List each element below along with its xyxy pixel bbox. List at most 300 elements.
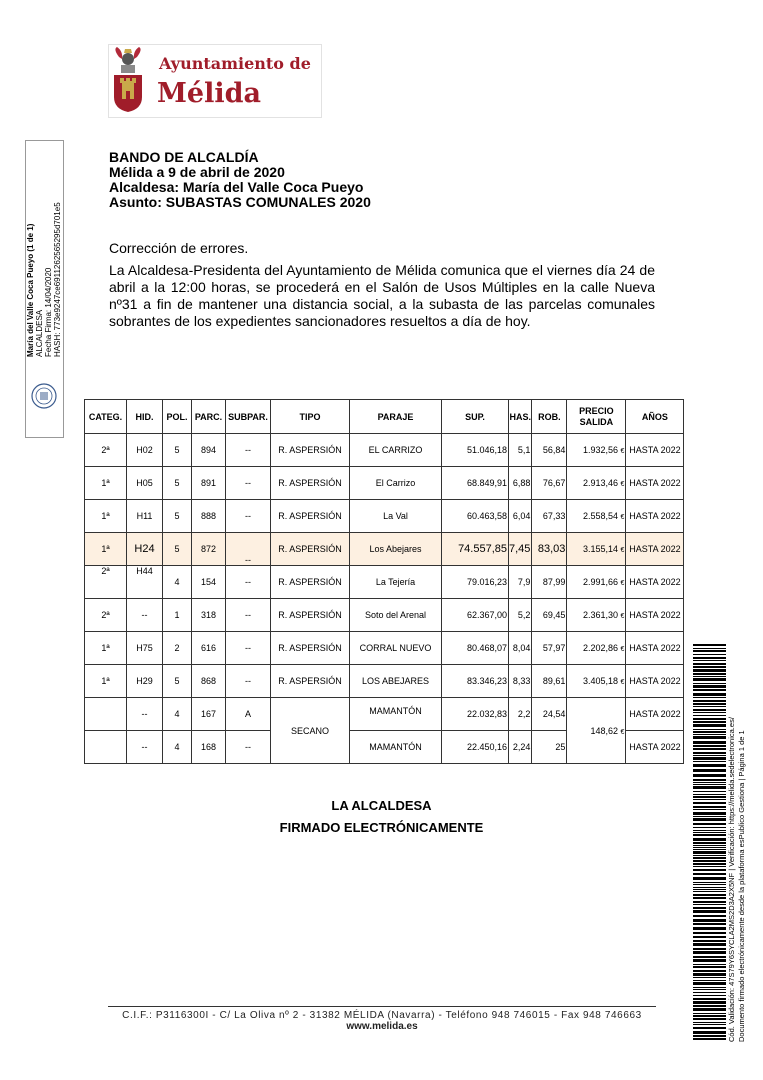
cell-parc: 894 bbox=[192, 434, 226, 467]
cell-parc: 868 bbox=[192, 665, 226, 698]
cell-has: 6,04 bbox=[509, 500, 532, 533]
footer-divider bbox=[108, 1006, 656, 1007]
cell-pol: 2 bbox=[163, 632, 192, 665]
cell-categ: 1ª bbox=[85, 632, 127, 665]
cell-precio bbox=[567, 467, 626, 500]
cell-anos: HASTA 2022 bbox=[626, 731, 684, 764]
barcode-icon bbox=[693, 644, 726, 1040]
cell-tipo: R. ASPERSIÓN bbox=[271, 566, 350, 599]
cell-sup: 51.046,18 bbox=[442, 434, 509, 467]
barcode-bar bbox=[693, 1031, 726, 1034]
barcode-bar bbox=[693, 863, 726, 865]
barcode-bar bbox=[693, 706, 726, 707]
barcode-bar bbox=[693, 857, 726, 859]
barcode-bar bbox=[693, 855, 726, 856]
barcode-bar bbox=[693, 849, 726, 850]
currency-symbol: € bbox=[620, 613, 625, 620]
barcode-bar bbox=[693, 887, 726, 888]
footer-address: C.I.F.: P3116300I - C/ La Oliva nº 2 - 31382 MÉLIDA (Navarra) - Teléfono 948 746015 - Fax 948 746663 bbox=[122, 1010, 642, 1021]
cell-pol: 4 bbox=[163, 698, 192, 731]
precio-value: 2.991,66 bbox=[582, 577, 618, 587]
cell-subpar: -- bbox=[226, 434, 271, 467]
barcode-bar bbox=[693, 915, 726, 917]
cell-rob: 56,84 bbox=[532, 434, 567, 467]
table-row bbox=[85, 434, 684, 467]
cell-tipo: SECANO bbox=[271, 698, 350, 764]
barcode-bar bbox=[693, 669, 726, 672]
col-header: HID. bbox=[127, 400, 163, 434]
body-paragraph: La Alcaldesa-Presidenta del Ayuntamiento de Mélida comunica que el viernes día 24 de abril a la 12:00 horas, se procederá en el Salón de Usos Múltiples en la calle Nueva nº31 a fin de mantener una distancia social, a la subasta de las parcelas comunales sobrantes de los expedientes sancionadores resueltos a día de hoy. bbox=[109, 262, 655, 329]
cell-anos: HASTA 2022 bbox=[626, 599, 684, 632]
barcode-bar bbox=[693, 718, 726, 720]
table-row bbox=[85, 599, 684, 632]
cell-has: 2,24 bbox=[509, 731, 532, 764]
cell-anos: HASTA 2022 bbox=[626, 500, 684, 533]
logo-line-1: Ayuntamiento de bbox=[159, 54, 311, 73]
coat-of-arms-icon bbox=[111, 47, 145, 113]
precio-value: 2.558,54 bbox=[582, 511, 618, 521]
barcode-bar bbox=[693, 845, 726, 846]
barcode-bar bbox=[693, 794, 726, 795]
barcode-bar bbox=[693, 866, 726, 867]
cell-tipo: R. ASPERSIÓN bbox=[271, 599, 350, 632]
cell-subpar: -- bbox=[226, 566, 271, 599]
barcode-bar bbox=[693, 764, 726, 767]
barcode-bar bbox=[693, 721, 726, 723]
cell-tipo: R. ASPERSIÓN bbox=[271, 665, 350, 698]
barcode-bar bbox=[693, 816, 726, 817]
cell-precio bbox=[567, 566, 626, 599]
stamp-text bbox=[26, 97, 62, 357]
stamp-role: ALCALDESA bbox=[35, 309, 44, 357]
barcode-bar bbox=[693, 910, 726, 913]
cell-precio bbox=[567, 434, 626, 467]
paraje-value: MAMANTÓN bbox=[369, 706, 422, 716]
cell-has: 6,88 bbox=[509, 467, 532, 500]
barcode-bar bbox=[693, 884, 726, 885]
barcode-bar bbox=[693, 959, 726, 962]
precio-value: 3.155,14 bbox=[582, 544, 618, 554]
cell-paraje: Los Abejares bbox=[350, 533, 442, 566]
barcode-bar bbox=[693, 761, 726, 762]
barcode-bar bbox=[693, 897, 726, 899]
currency-symbol: € bbox=[620, 448, 625, 455]
barcode-bar bbox=[693, 650, 726, 652]
barcode-bar bbox=[693, 948, 726, 950]
cell-hid: H29 bbox=[127, 665, 163, 698]
cell-rob: 57,97 bbox=[532, 632, 567, 665]
cell-hid: H02 bbox=[127, 434, 163, 467]
cell-pol: 5 bbox=[163, 500, 192, 533]
barcode-bar bbox=[693, 987, 726, 988]
barcode-bar bbox=[693, 809, 726, 810]
signature-stamp bbox=[25, 140, 64, 438]
barcode-bar bbox=[693, 951, 726, 954]
signature-note: FIRMADO ELECTRÓNICAMENTE bbox=[279, 820, 484, 835]
cell-paraje: EL CARRIZO bbox=[350, 434, 442, 467]
cell-categ: 1ª bbox=[85, 533, 127, 566]
barcode-bar bbox=[693, 654, 726, 655]
barcode-bar bbox=[693, 700, 726, 702]
cell-tipo: R. ASPERSIÓN bbox=[271, 434, 350, 467]
barcode-bar bbox=[693, 745, 726, 747]
stamp-hash: HASH: 773e9247ce6911262565295d701e5 bbox=[53, 202, 62, 357]
cell-hid: -- bbox=[127, 599, 163, 632]
cell-categ: 2ª bbox=[85, 434, 127, 467]
col-header: TIPO bbox=[271, 400, 350, 434]
barcode-bar bbox=[693, 779, 726, 781]
cell-has: 7,45 bbox=[509, 533, 532, 566]
correction-note: Corrección de errores. bbox=[109, 240, 249, 256]
cell-hid: H75 bbox=[127, 632, 163, 665]
col-header: POL. bbox=[163, 400, 192, 434]
currency-symbol: € bbox=[620, 646, 625, 653]
barcode-bar bbox=[693, 715, 726, 716]
cell-rob: 76,67 bbox=[532, 467, 567, 500]
barcode-bar bbox=[693, 648, 726, 649]
cell-anos: HASTA 2022 bbox=[626, 632, 684, 665]
barcode-bar bbox=[693, 736, 726, 739]
cell-sup: 79.016,23 bbox=[442, 566, 509, 599]
cell-subpar: -- bbox=[226, 533, 271, 566]
cell-parc: 616 bbox=[192, 632, 226, 665]
cell-pol: 4 bbox=[163, 566, 192, 599]
barcode-bar bbox=[693, 774, 726, 777]
cell-subpar: -- bbox=[226, 731, 271, 764]
cell-paraje: MAMANTÓN bbox=[350, 731, 442, 764]
barcode-bar bbox=[693, 827, 726, 828]
barcode-bar bbox=[693, 1005, 726, 1007]
barcode-bar bbox=[693, 689, 726, 691]
barcode-bar bbox=[693, 919, 726, 922]
logo-line-2: Mélida bbox=[157, 78, 261, 109]
barcode-bar bbox=[693, 755, 726, 756]
barcode-bar bbox=[693, 998, 726, 1000]
cell-parc: 872 bbox=[192, 533, 226, 566]
currency-symbol: € bbox=[620, 728, 625, 736]
barcode-bar bbox=[693, 1027, 726, 1029]
barcode-bar bbox=[693, 927, 726, 930]
barcode-bar bbox=[693, 869, 726, 871]
cell-has: 8,04 bbox=[509, 632, 532, 665]
cell-precio bbox=[567, 599, 626, 632]
cell-rob: 89,61 bbox=[532, 665, 567, 698]
barcode-bar bbox=[693, 851, 726, 854]
precio-value: 148,62 bbox=[590, 725, 618, 736]
barcode-bar bbox=[693, 676, 726, 677]
barcode-bar bbox=[693, 734, 726, 735]
cell-rob: 24,54 bbox=[532, 698, 567, 731]
barcode-bar bbox=[693, 1024, 726, 1025]
barcode-bar bbox=[693, 806, 726, 808]
barcode-bar bbox=[693, 966, 726, 968]
barcode-bar bbox=[693, 1022, 726, 1023]
cell-sup: 60.463,58 bbox=[442, 500, 509, 533]
cell-hid: H11 bbox=[127, 500, 163, 533]
col-header: CATEG. bbox=[85, 400, 127, 434]
barcode-bar bbox=[693, 970, 726, 972]
doc-type: BANDO DE ALCALDÍA bbox=[109, 149, 259, 165]
barcode-bar bbox=[693, 923, 726, 925]
precio-value: 3.405,18 bbox=[582, 676, 618, 686]
cell-hid: -- bbox=[127, 698, 163, 731]
barcode-bar bbox=[693, 980, 726, 981]
cell-paraje bbox=[350, 698, 442, 731]
cell-paraje: La Val bbox=[350, 500, 442, 533]
footer-website: www.melida.es bbox=[346, 1021, 418, 1032]
barcode-bar bbox=[693, 907, 726, 909]
cell-rob: 25 bbox=[532, 731, 567, 764]
verification-text bbox=[727, 702, 747, 1042]
cell-pol: 1 bbox=[163, 599, 192, 632]
cell-anos: HASTA 2022 bbox=[626, 467, 684, 500]
barcode-bar bbox=[693, 784, 726, 785]
municipality-logo bbox=[108, 44, 322, 118]
cell-sup: 80.468,07 bbox=[442, 632, 509, 665]
precio-value: 2.202,86 bbox=[582, 643, 618, 653]
verification-code: Cód. Validación: 47S79Y6SYCLA2MS2D3A2X5NF | Verificación: https://melida.sedelectronica.es/ bbox=[727, 717, 736, 1042]
cell-anos: HASTA 2022 bbox=[626, 665, 684, 698]
cell-tipo: R. ASPERSIÓN bbox=[271, 533, 350, 566]
signature-title: LA ALCALDESA bbox=[331, 798, 432, 813]
barcode-bar bbox=[693, 799, 726, 800]
barcode-bar bbox=[693, 1038, 726, 1040]
barcode-bar bbox=[693, 873, 726, 875]
barcode-bar bbox=[693, 748, 726, 750]
cell-rob: 69,45 bbox=[532, 599, 567, 632]
document-header bbox=[109, 150, 371, 210]
cell-tipo: R. ASPERSIÓN bbox=[271, 632, 350, 665]
cell-categ: 1ª bbox=[85, 500, 127, 533]
barcode-bar bbox=[693, 786, 726, 789]
cell-hid: -- bbox=[127, 731, 163, 764]
cell-parc: 891 bbox=[192, 467, 226, 500]
stamp-date: Fecha Firma: 14/04/2020 bbox=[44, 267, 53, 357]
barcode-bar bbox=[693, 1035, 726, 1037]
cell-parc: 167 bbox=[192, 698, 226, 731]
barcode-bar bbox=[693, 818, 726, 821]
cell-categ: 1ª bbox=[85, 665, 127, 698]
cell-rob: 67,33 bbox=[532, 500, 567, 533]
barcode-bar bbox=[693, 673, 726, 675]
col-header: PRECIO SALIDA bbox=[567, 400, 626, 434]
barcode-bar bbox=[693, 757, 726, 760]
cell-anos: HASTA 2022 bbox=[626, 566, 684, 599]
cell-rob: 83,03 bbox=[532, 533, 567, 566]
cell-subpar: -- bbox=[226, 500, 271, 533]
barcode-bar bbox=[693, 830, 726, 831]
barcode-bar bbox=[693, 791, 726, 792]
cell-subpar: -- bbox=[226, 599, 271, 632]
barcode-bar bbox=[693, 731, 726, 733]
barcode-bar bbox=[693, 709, 726, 711]
cell-precio bbox=[567, 698, 626, 764]
barcode-bar bbox=[693, 832, 726, 833]
currency-symbol: € bbox=[620, 547, 625, 554]
cell-paraje: CORRAL NUEVO bbox=[350, 632, 442, 665]
cell-categ: 2ª bbox=[85, 566, 127, 599]
barcode-bar bbox=[693, 712, 726, 713]
table-row bbox=[85, 566, 684, 599]
barcode-bar bbox=[693, 882, 726, 883]
cell-hid: H24 bbox=[127, 533, 163, 566]
cell-paraje: El Carrizo bbox=[350, 467, 442, 500]
cell-pol: 5 bbox=[163, 467, 192, 500]
barcode-bar bbox=[693, 992, 726, 993]
barcode-bar bbox=[693, 1001, 726, 1004]
currency-symbol: € bbox=[620, 679, 625, 686]
col-header: PARC. bbox=[192, 400, 226, 434]
barcode-bar bbox=[693, 995, 726, 996]
cell-parc: 318 bbox=[192, 599, 226, 632]
col-header: SUBPAR. bbox=[226, 400, 271, 434]
cell-parc: 168 bbox=[192, 731, 226, 764]
barcode-bar bbox=[693, 782, 726, 783]
barcode-bar bbox=[693, 1015, 726, 1017]
barcode-bar bbox=[693, 956, 726, 958]
barcode-bar bbox=[693, 842, 726, 844]
cell-sup: 68.849,91 bbox=[442, 467, 509, 500]
barcode-bar bbox=[693, 901, 726, 903]
cell-has: 8,33 bbox=[509, 665, 532, 698]
cell-paraje: Soto del Arenal bbox=[350, 599, 442, 632]
col-header: PARAJE bbox=[350, 400, 442, 434]
barcode-bar bbox=[693, 697, 726, 698]
cell-precio bbox=[567, 665, 626, 698]
barcode-bar bbox=[693, 964, 726, 965]
barcode-bar bbox=[693, 741, 726, 744]
cell-has: 7,9 bbox=[509, 566, 532, 599]
cell-precio bbox=[567, 533, 626, 566]
doc-mayor: Alcaldesa: María del Valle Coca Pueyo bbox=[109, 179, 364, 195]
cell-anos: HASTA 2022 bbox=[626, 434, 684, 467]
precio-value: 2.913,46 bbox=[582, 478, 618, 488]
barcode-bar bbox=[693, 940, 726, 942]
barcode-bar bbox=[693, 838, 726, 841]
barcode-bar bbox=[693, 982, 726, 985]
barcode-bar bbox=[693, 729, 726, 730]
cell-sup: 83.346,23 bbox=[442, 665, 509, 698]
cell-subpar: -- bbox=[226, 632, 271, 665]
col-header: ROB. bbox=[532, 400, 567, 434]
cell-subpar: -- bbox=[226, 467, 271, 500]
barcode-bar bbox=[693, 894, 726, 896]
cell-anos: HASTA 2022 bbox=[626, 698, 684, 731]
cell-rob: 87,99 bbox=[532, 566, 567, 599]
barcode-bar bbox=[693, 973, 726, 976]
barcode-bar bbox=[693, 1018, 726, 1020]
doc-date: Mélida a 9 de abril de 2020 bbox=[109, 164, 285, 180]
cell-precio bbox=[567, 632, 626, 665]
precio-value: 2.361,30 bbox=[582, 610, 618, 620]
cell-hid: H44 bbox=[127, 566, 163, 599]
barcode-bar bbox=[693, 812, 726, 815]
cell-categ: 1ª bbox=[85, 467, 127, 500]
cell-tipo: R. ASPERSIÓN bbox=[271, 467, 350, 500]
barcode-bar bbox=[693, 678, 726, 681]
barcode-bar bbox=[693, 1013, 726, 1014]
barcode-bar bbox=[693, 663, 726, 665]
cell-subpar: A bbox=[226, 698, 271, 731]
barcode-bar bbox=[693, 904, 726, 905]
cell-categ bbox=[85, 698, 127, 731]
cell-tipo: R. ASPERSIÓN bbox=[271, 500, 350, 533]
table-row bbox=[85, 665, 684, 698]
barcode-bar bbox=[693, 683, 726, 684]
barcode-bar bbox=[693, 891, 726, 892]
barcode-bar bbox=[693, 802, 726, 804]
stamp-name: María del Valle Coca Pueyo (1 de 1) bbox=[26, 223, 35, 357]
cell-categ: 2ª bbox=[85, 599, 127, 632]
cell-precio bbox=[567, 500, 626, 533]
currency-symbol: € bbox=[620, 514, 625, 521]
table-header-row bbox=[85, 400, 684, 434]
cell-hid: H05 bbox=[127, 467, 163, 500]
currency-symbol: € bbox=[620, 481, 625, 488]
barcode-bar bbox=[693, 644, 726, 646]
barcode-bar bbox=[693, 666, 726, 668]
cell-sup: 74.557,85 bbox=[442, 533, 509, 566]
barcode-bar bbox=[693, 769, 726, 772]
barcode-bar bbox=[693, 889, 726, 890]
barcode-bar bbox=[693, 693, 726, 696]
doc-subject: Asunto: SUBASTAS COMUNALES 2020 bbox=[109, 194, 371, 210]
precio-value: 1.932,56 bbox=[582, 445, 618, 455]
cell-pol: 4 bbox=[163, 731, 192, 764]
barcode-bar bbox=[693, 657, 726, 659]
cell-has: 2,2 bbox=[509, 698, 532, 731]
cell-anos: HASTA 2022 bbox=[626, 533, 684, 566]
barcode-bar bbox=[693, 932, 726, 934]
cell-paraje: LOS ABEJARES bbox=[350, 665, 442, 698]
table-row bbox=[85, 500, 684, 533]
barcode-bar bbox=[693, 796, 726, 798]
cell-pol: 5 bbox=[163, 533, 192, 566]
cell-sup: 62.367,00 bbox=[442, 599, 509, 632]
col-header: AÑOS bbox=[626, 400, 684, 434]
barcode-bar bbox=[693, 1008, 726, 1011]
barcode-bar bbox=[693, 823, 726, 825]
verification-platform: Documento firmado electrónicamente desde la plataforma esPublico Gestiona | Página 1 de 1 bbox=[737, 730, 746, 1042]
barcode-bar bbox=[693, 660, 726, 661]
currency-symbol: € bbox=[620, 580, 625, 587]
cell-parc: 154 bbox=[192, 566, 226, 599]
cell-has: 5,2 bbox=[509, 599, 532, 632]
barcode-bar bbox=[693, 860, 726, 862]
barcode-bar bbox=[693, 877, 726, 880]
parcels-table bbox=[84, 399, 684, 764]
table-row bbox=[85, 467, 684, 500]
table-row bbox=[85, 698, 684, 731]
col-header: HAS. bbox=[509, 400, 532, 434]
cell-sup: 22.450,16 bbox=[442, 731, 509, 764]
barcode-bar bbox=[693, 834, 726, 836]
barcode-bar bbox=[693, 977, 726, 978]
barcode-bar bbox=[693, 685, 726, 688]
barcode-bar bbox=[693, 724, 726, 727]
table-row bbox=[85, 632, 684, 665]
col-header: SUP. bbox=[442, 400, 509, 434]
barcode-bar bbox=[693, 989, 726, 990]
seal-icon bbox=[31, 383, 57, 409]
cell-pol: 5 bbox=[163, 665, 192, 698]
cell-pol: 5 bbox=[163, 434, 192, 467]
barcode-bar bbox=[693, 943, 726, 946]
barcode-bar bbox=[693, 847, 726, 848]
cell-sup: 22.032,83 bbox=[442, 698, 509, 731]
table-row-highlighted bbox=[85, 533, 684, 566]
barcode-bar bbox=[693, 936, 726, 938]
